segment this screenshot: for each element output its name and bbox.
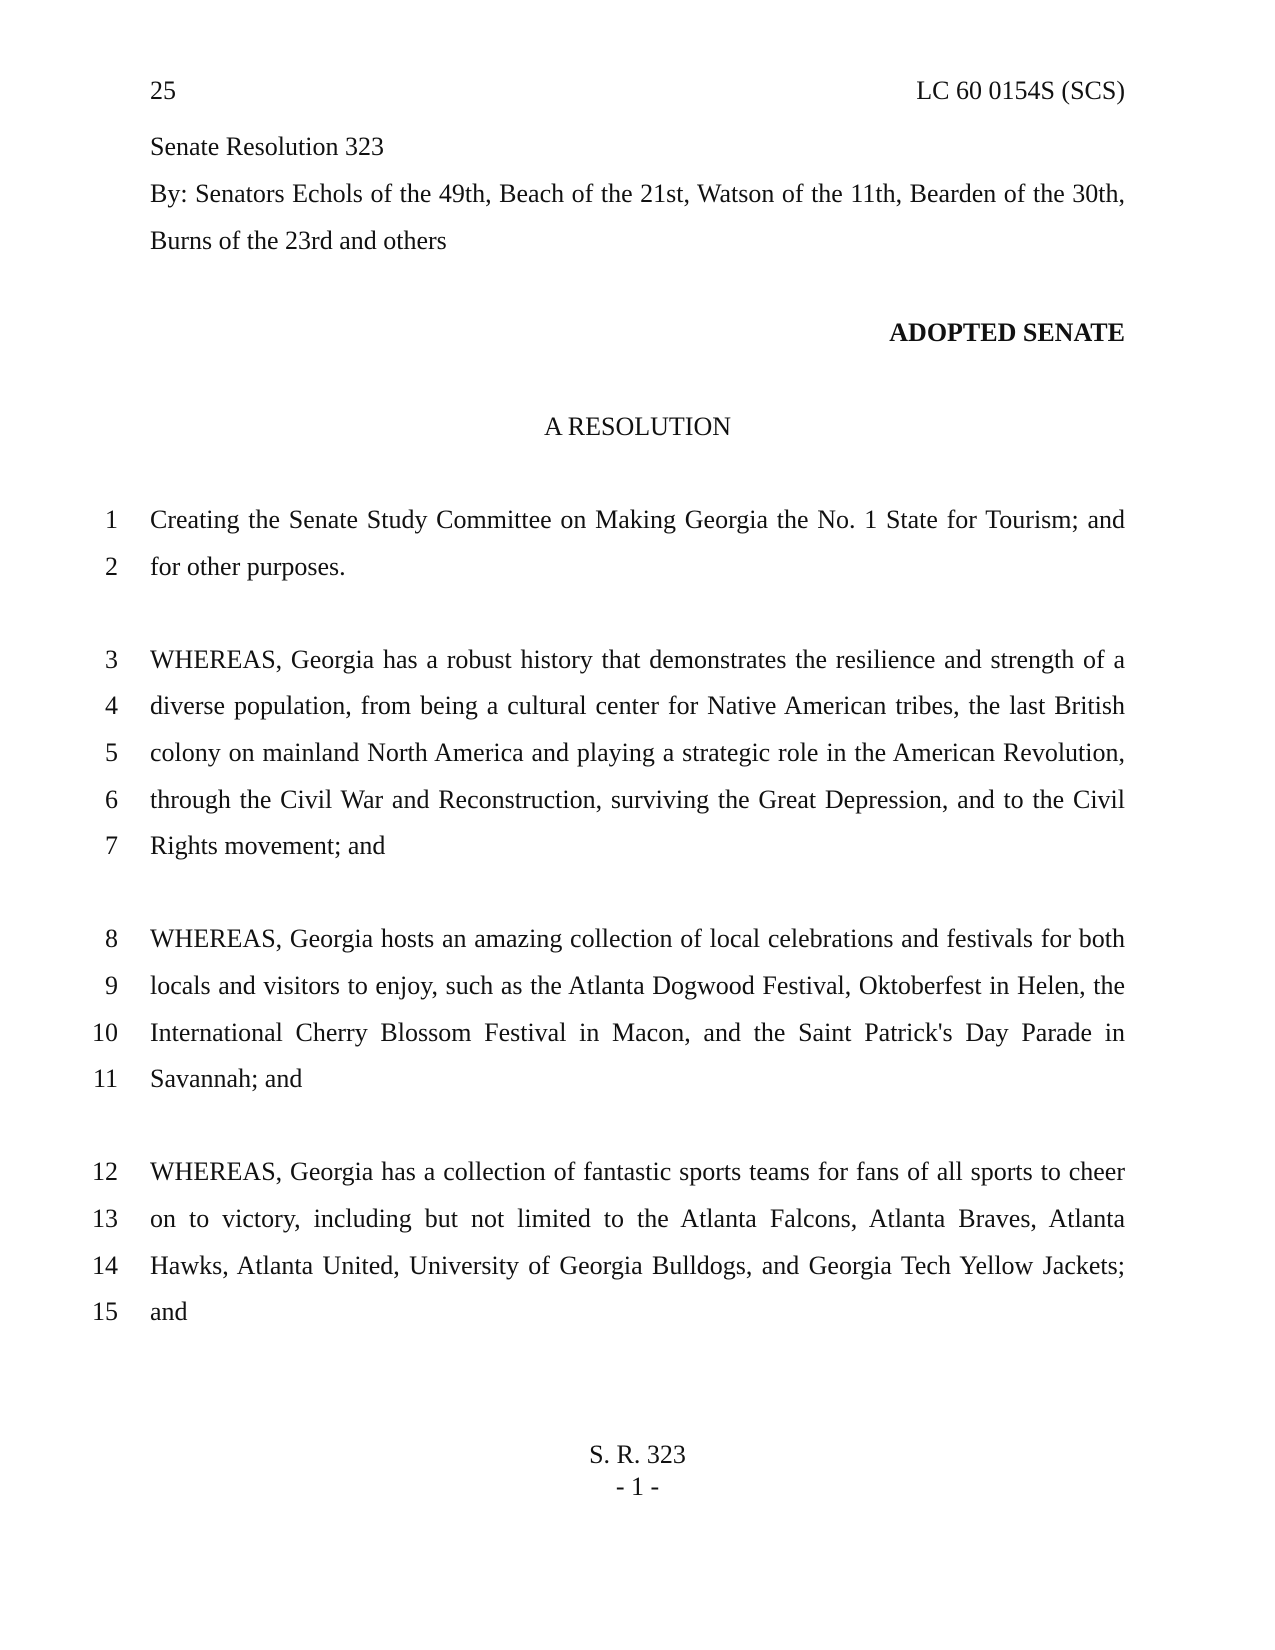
numbered-line xyxy=(0,1064,1275,1094)
line-number: 14 xyxy=(92,1250,118,1280)
line-text: through the Civil War and Reconstruction, surviving the Great Depression, and to the Civil xyxy=(150,784,1125,814)
line-number: 3 xyxy=(105,644,118,674)
line-text: Creating the Senate Study Committee on Making Georgia the No. 1 State for Tourism; and xyxy=(150,505,1125,534)
line-text: Hawks, Atlanta United, University of Georgia Bulldogs, and Georgia Tech Yellow Jackets; xyxy=(150,1250,1125,1280)
line-text: WHEREAS, Georgia has a robust history that demonstrates the resilience and strength of a xyxy=(150,644,1125,674)
line-number: 6 xyxy=(105,784,118,814)
line-text: WHEREAS, Georgia hosts an amazing collection of local celebrations and festivals for both xyxy=(150,924,1125,954)
numbered-line xyxy=(0,552,1275,582)
page-reference-number: 25 xyxy=(150,76,176,105)
line-number: 10 xyxy=(92,1017,118,1047)
numbered-line xyxy=(0,738,1275,768)
numbered-line xyxy=(0,505,1275,535)
sponsors-line-1: By: Senators Echols of the 49th, Beach of the 21st, Watson of the 11th, Bearden of the 30th, xyxy=(150,179,1125,208)
line-text: and xyxy=(150,1297,188,1327)
line-text: International Cherry Blossom Festival in Macon, and the Saint Patrick's Day Parade in xyxy=(150,1017,1125,1047)
numbered-line xyxy=(0,971,1275,1001)
line-number: 12 xyxy=(92,1157,118,1187)
numbered-line xyxy=(0,924,1275,954)
sponsors-line-2: Burns of the 23rd and others xyxy=(150,226,447,255)
line-text: on to victory, including but not limited to the Atlanta Falcons, Atlanta Braves, Atlanta xyxy=(150,1204,1125,1233)
document-code: LC 60 0154S (SCS) xyxy=(916,76,1125,105)
line-number: 8 xyxy=(105,924,118,954)
numbered-line xyxy=(0,645,1275,675)
resolution-heading: A RESOLUTION xyxy=(543,412,732,441)
line-number: 15 xyxy=(92,1297,118,1327)
numbered-line xyxy=(0,1018,1275,1048)
line-number: 13 xyxy=(92,1204,118,1233)
line-text: locals and visitors to enjoy, such as the Atlanta Dogwood Festival, Oktoberfest in Helen, the xyxy=(150,971,1125,1000)
line-number: 9 xyxy=(105,971,118,1000)
line-number: 4 xyxy=(105,691,118,721)
line-text: diverse population, from being a cultural center for Native American tribes, the last British xyxy=(150,691,1125,721)
footer-page-number: - 1 - xyxy=(615,1472,660,1501)
numbered-line xyxy=(0,1251,1275,1281)
line-number: 11 xyxy=(92,1064,118,1094)
numbered-line xyxy=(0,785,1275,815)
numbered-line xyxy=(0,1204,1275,1234)
line-text: WHEREAS, Georgia has a collection of fantastic sports teams for fans of all sports to cheer xyxy=(150,1157,1125,1187)
line-number: 2 xyxy=(105,551,118,581)
numbered-line xyxy=(0,1157,1275,1187)
line-number: 1 xyxy=(105,505,118,534)
bill-title: Senate Resolution 323 xyxy=(150,132,384,161)
line-number: 7 xyxy=(105,831,118,861)
numbered-line xyxy=(0,1297,1275,1327)
numbered-line xyxy=(0,691,1275,721)
line-number: 5 xyxy=(105,738,118,767)
numbered-line xyxy=(0,831,1275,861)
line-text: Savannah; and xyxy=(150,1064,303,1094)
line-text: colony on mainland North America and playing a strategic role in the American Revolution, xyxy=(150,738,1125,767)
adoption-status: ADOPTED SENATE xyxy=(889,318,1125,347)
line-text: for other purposes. xyxy=(150,551,346,581)
footer-bill-reference: S. R. 323 xyxy=(589,1440,686,1469)
line-text: Rights movement; and xyxy=(150,831,386,861)
